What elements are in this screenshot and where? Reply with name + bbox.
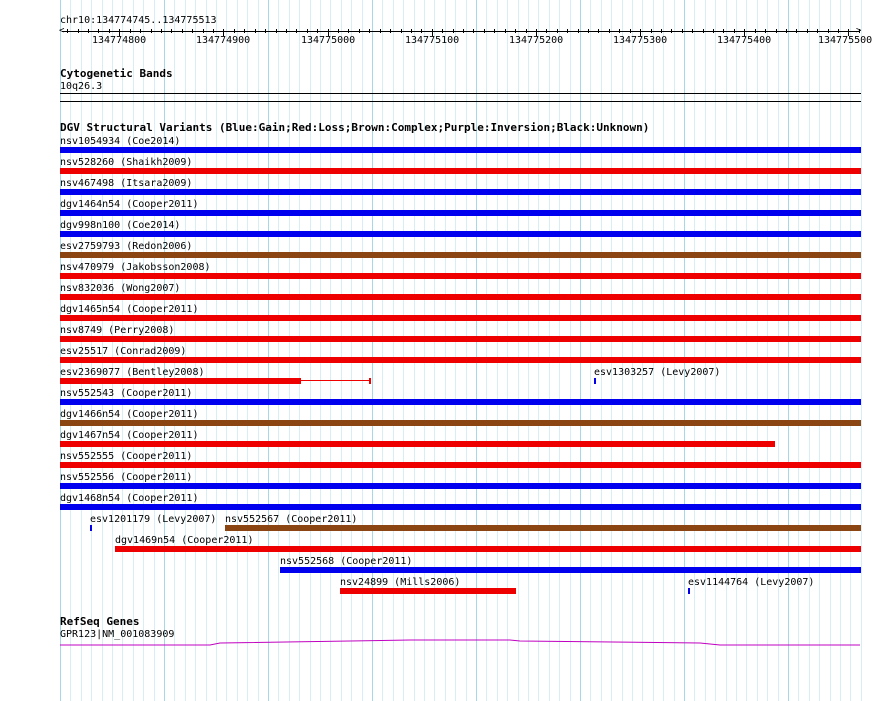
dgv-track-title[interactable]: DGV Structural Variants (Blue:Gain;Red:Loss;Brown:Complex;Purple:Inversion;Black:Unknown) [60, 121, 650, 134]
dgv-variant-label[interactable]: esv2369077 (Bentley2008) [60, 367, 205, 378]
ruler-tick-label: 134775300 [613, 35, 668, 46]
ruler-tick-label: 134775100 [405, 35, 460, 46]
dgv-variant-label[interactable]: dgv1466n54 (Cooper2011) [60, 409, 199, 420]
dgv-variant-label[interactable]: dgv1465n54 (Cooper2011) [60, 304, 199, 315]
dgv-variant-label[interactable]: dgv998n100 (Coe2014) [60, 220, 181, 231]
dgv-variant-label[interactable]: nsv467498 (Itsara2009) [60, 178, 193, 189]
dgv-variant-label[interactable]: dgv1467n54 (Cooper2011) [60, 430, 199, 441]
dgv-variant-label[interactable]: nsv552543 (Cooper2011) [60, 388, 193, 399]
dgv-variant-label[interactable]: nsv552568 (Cooper2011) [280, 556, 413, 567]
dgv-variant-label[interactable]: dgv1469n54 (Cooper2011) [115, 535, 254, 546]
dgv-variant-label[interactable]: nsv8749 (Perry2008) [60, 325, 175, 336]
dgv-variant-label[interactable]: dgv1464n54 (Cooper2011) [60, 199, 199, 210]
ruler-tick-label: 134775000 [301, 35, 356, 46]
ruler-tick-label: 134774800 [92, 35, 147, 46]
dgv-variant-label[interactable]: nsv1054934 (Coe2014) [60, 136, 181, 147]
ruler-right-arrow-icon[interactable]: > [856, 26, 862, 36]
dgv-variant-label[interactable]: dgv1468n54 (Cooper2011) [60, 493, 199, 504]
dgv-variant-label[interactable]: esv2759793 (Redon2006) [60, 241, 193, 252]
cytoband-label: 10q26.3 [60, 81, 103, 92]
refseq-gene-line[interactable] [60, 640, 860, 645]
dgv-variant-label[interactable]: nsv24899 (Mills2006) [340, 577, 461, 588]
ruler-tick-label: 134775400 [717, 35, 772, 46]
ruler-tick-label: 134775200 [509, 35, 564, 46]
refseq-track-title[interactable]: RefSeq Genes [60, 615, 140, 628]
dgv-variant-label[interactable]: esv1144764 (Levy2007) [688, 577, 815, 588]
dgv-variant-label[interactable]: esv1303257 (Levy2007) [594, 367, 721, 378]
dgv-variant-label[interactable]: nsv832036 (Wong2007) [60, 283, 181, 294]
refseq-gene-label[interactable]: GPR123|NM_001083909 [60, 629, 175, 640]
dgv-variant-label[interactable]: nsv470979 (Jakobsson2008) [60, 262, 211, 273]
cytoband-track-title[interactable]: Cytogenetic Bands [60, 67, 173, 80]
dgv-variant-label[interactable]: nsv552567 (Cooper2011) [225, 514, 358, 525]
ruler-left-arrow-icon[interactable]: < [59, 26, 65, 36]
dgv-variant-label[interactable]: esv25517 (Conrad2009) [60, 346, 187, 357]
dgv-variant-label[interactable]: nsv552556 (Cooper2011) [60, 472, 193, 483]
dgv-variant-label[interactable]: nsv552555 (Cooper2011) [60, 451, 193, 462]
dgv-variant-label[interactable]: esv1201179 (Levy2007) [90, 514, 217, 525]
ruler-tick-label: 134774900 [196, 35, 251, 46]
dgv-variant-label[interactable]: nsv528260 (Shaikh2009) [60, 157, 193, 168]
ruler-tick-label: 134775500 [818, 35, 873, 46]
position-label: chr10:134774745..134775513 [60, 15, 217, 26]
